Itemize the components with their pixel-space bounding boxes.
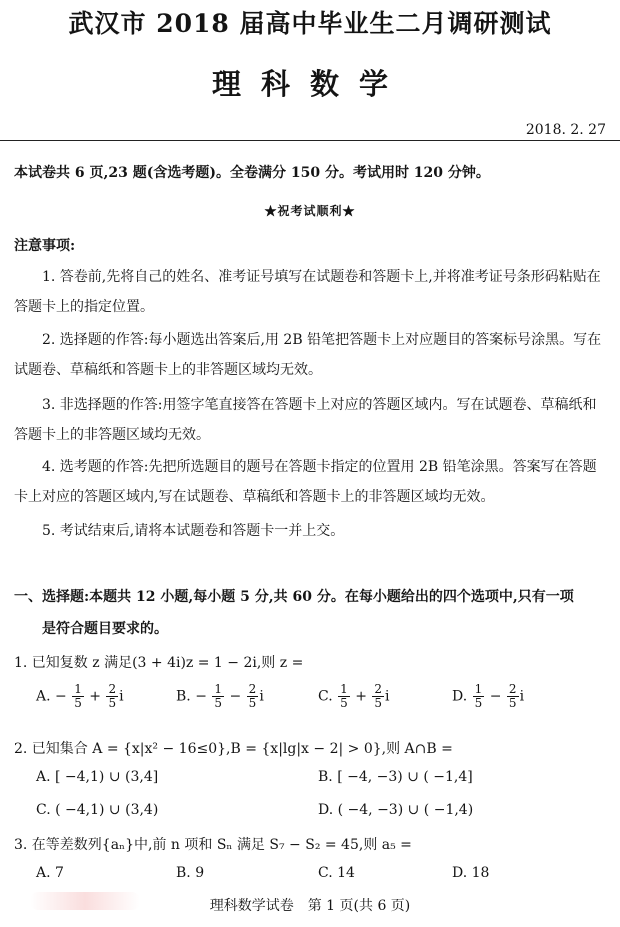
- q2-option-d: D. ( −4, −3) ∪ ( −1,4): [318, 802, 474, 818]
- denominator: 5: [374, 696, 383, 710]
- page-footer: 理科数学试卷 第 1 页(共 6 页): [209, 898, 411, 914]
- question-3-stem: 3. 在等差数列{aₙ}中,前 n 项和 Sₙ 满足 S₇ − S₂ = 45,则 a₅ =: [14, 837, 412, 853]
- q3-option-c: C. 14: [318, 865, 355, 881]
- option-label: B.: [176, 688, 191, 705]
- option-operator: +: [355, 688, 367, 705]
- note-item-2: 2. 选择题的作答:每小题选出答案后,用 2B 铅笔把答题卡上对应题目的答案标号涂黑。写在试题卷、草稿纸和答题卡上的非答题区域均无效。: [14, 332, 602, 378]
- numerator: 1: [340, 682, 348, 696]
- fraction: [72, 683, 84, 710]
- denominator: 5: [340, 696, 348, 710]
- q3-option-d: D. 18: [452, 865, 490, 881]
- notes-heading: 注意事项:: [14, 238, 76, 254]
- option-operator: +: [89, 688, 102, 705]
- exam-date: 2018. 2. 27: [525, 122, 606, 138]
- exam-title: 武汉市 2018 届高中毕业生二月调研测试: [68, 9, 552, 38]
- option-label: D.: [452, 688, 468, 705]
- numerator: 1: [214, 682, 223, 696]
- section-heading-line2: 是符合题目要求的。: [42, 621, 168, 637]
- numerator: 1: [474, 682, 483, 696]
- note-item-4: 4. 选考题的作答:先把所选题目的题号在答题卡指定的位置用 2B 铅笔涂黑。答案写在答题卡上对应的答题区域内,写在试题卷、草稿纸和答题卡上的非答题区域均无效。: [14, 459, 597, 505]
- option-operator: −: [229, 688, 242, 705]
- fraction: [507, 683, 519, 710]
- section-heading-line1: 一、选择题:本题共 12 小题,每小题 5 分,共 60 分。在每小题给出的四个选项中,只有一项: [14, 589, 574, 605]
- q3-option-b: B. 9: [176, 865, 205, 881]
- numerator: 2: [374, 682, 383, 696]
- q1-option-a: [36, 683, 124, 710]
- fraction: [212, 683, 224, 710]
- q3-option-a: A. 7: [36, 865, 64, 881]
- option-label: A.: [36, 688, 51, 705]
- note-item-5: 5. 考试结束后,请将本试题卷和答题卡一并上交。: [42, 523, 345, 539]
- denominator: 5: [508, 696, 517, 710]
- exam-intro: 本试卷共 6 页,23 题(含选考题)。全卷满分 150 分。考试用时 120 分钟。: [14, 165, 490, 181]
- note-item-1: 1. 答卷前,先将自己的姓名、准考证号填写在试题卷和答题卡上,并将准考证号条形码粘贴在答题卡上的指定位置。: [14, 269, 601, 315]
- header-divider: [0, 140, 620, 141]
- fraction: [106, 683, 118, 710]
- q2-option-b: B. [ −4, −3) ∪ ( −1,4]: [318, 769, 473, 785]
- denominator: 5: [474, 696, 483, 710]
- subject-title: 理科数学: [211, 67, 408, 101]
- imaginary-unit: i: [259, 688, 264, 705]
- q2-option-c: C. ( −4,1) ∪ (3,4): [36, 802, 159, 818]
- fraction: [338, 683, 350, 710]
- note-item-3: 3. 非选择题的作答:用签字笔直接答在答题卡上对应的答题区域内。写在试题卷、草稿纸和答题卡上的非答题区域均无效。: [14, 397, 597, 443]
- fraction: [473, 683, 485, 710]
- denominator: 5: [108, 696, 117, 710]
- good-luck-line: ★祝考试顺利★: [264, 204, 356, 218]
- imaginary-unit: i: [519, 688, 525, 705]
- fraction: [372, 683, 384, 710]
- option-label: C.: [318, 688, 333, 705]
- imaginary-unit: i: [119, 688, 124, 705]
- denominator: 5: [248, 696, 257, 710]
- imaginary-unit: i: [385, 688, 390, 705]
- numerator: 1: [74, 682, 82, 696]
- question-1-stem: 1. 已知复数 z 满足(3 + 4i)z = 1 − 2i,则 z =: [14, 655, 304, 671]
- numerator: 2: [108, 682, 117, 696]
- q1-option-b: [176, 683, 264, 710]
- numerator: 2: [508, 682, 517, 696]
- denominator: 5: [214, 696, 223, 710]
- denominator: 5: [74, 696, 82, 710]
- option-operator: −: [489, 688, 502, 705]
- option-sign: −: [55, 688, 67, 705]
- q1-option-c: [318, 683, 390, 710]
- q2-option-a: A. [ −4,1) ∪ (3,4]: [36, 769, 159, 785]
- option-sign: −: [195, 688, 207, 705]
- fraction: [247, 683, 259, 710]
- question-2-stem: 2. 已知集合 A = {x|x² − 16≤0},B = {x|lg|x − 2| > 0},则 A∩B =: [14, 741, 453, 757]
- numerator: 2: [248, 682, 257, 696]
- q1-option-d: [452, 683, 524, 710]
